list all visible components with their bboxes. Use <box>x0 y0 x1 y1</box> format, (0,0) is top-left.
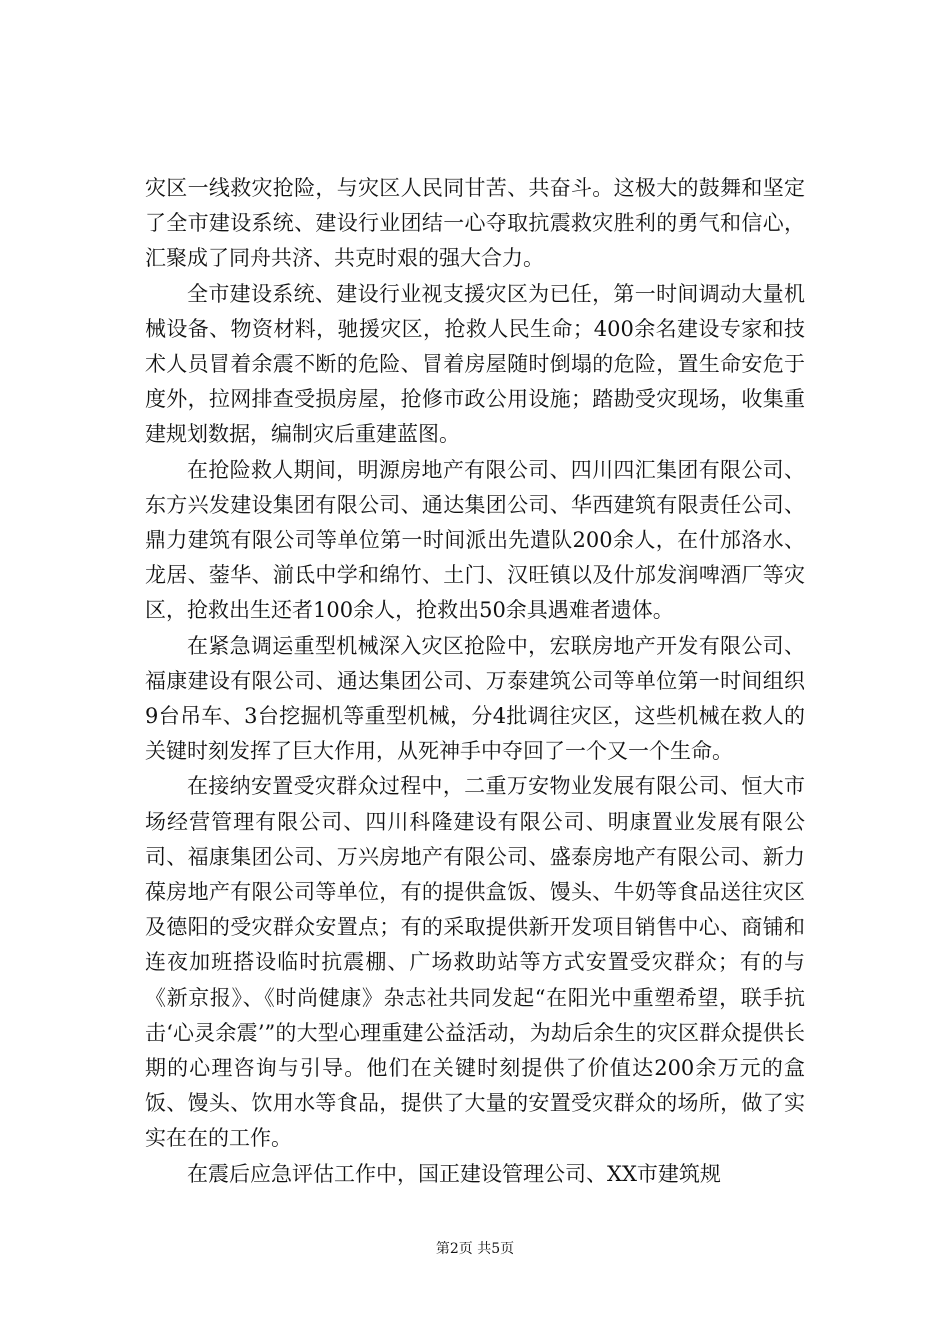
page-number-footer: 第2页 共5页 <box>435 1241 515 1257</box>
paragraph-assessment: 在震后应急评估工作中，国正建设管理公司、XX市建筑规 <box>187 1161 721 1186</box>
paragraph-rescue-period: 在抢险救人期间，明源房地产有限公司、四川四汇集团有限公司、东方兴发建设集团有限公司、通达集团公司、华西建筑有限责任公司、鼎力建筑有限公司等单位第一时间派出先遣队200余人，在什邡洛水、龙居、蓥华、湔氐中学和绵竹、土门、汉旺镇以及什邡发润啤酒厂等灾区，抢救出生还者100余人，抢救出50余具遇难者遗体。 <box>145 457 805 623</box>
document-body <box>145 171 805 1192</box>
paragraph-continuation: 灾区一线救灾抢险，与灾区人民同甘苦、共奋斗。这极大的鼓舞和坚定了全市建设系统、建设行业团结一心夺取抗震救灾胜利的勇气和信心，汇聚成了同舟共济、共克时艰的强大合力。 <box>145 176 805 271</box>
paragraph-construction-support: 全市建设系统、建设行业视支援灾区为已任，第一时间调动大量机械设备、物资材料，驰援灾区，抢救人民生命；400余名建设专家和技术人员冒着余震不断的危险、冒着房屋随时倒塌的危险，置生命安危于度外，拉网排查受损房屋，抢修市政公用设施；踏勘受灾现场，收集重建规划数据，编制灾后重建蓝图。 <box>145 281 805 447</box>
paragraph-heavy-machinery: 在紧急调运重型机械深入灾区抢险中，宏联房地产开发有限公司、福康建设有限公司、通达集团公司、万泰建筑公司等单位第一时间组织9台吊车、3台挖掘机等重型机械，分4批调往灾区，这些机械在救人的关键时刻发挥了巨大作用，从死神手中夺回了一个又一个生命。 <box>145 633 805 764</box>
paragraph-resettlement: 在接纳安置受灾群众过程中，二重万安物业发展有限公司、恒大市场经营管理有限公司、四川科隆建设有限公司、明康置业发展有限公司、福康集团公司、万兴房地产有限公司、盛泰房地产有限公司、新力葆房地产有限公司等单位，有的提供盒饭、馒头、牛奶等食品送往灾区及德阳的受灾群众安置点；有的采取提供新开发项目销售中心、商铺和连夜加班搭设临时抗震棚、广场救助站等方式安置受灾群众；有的与《新京报》、《时尚健康》杂志社共同发起“在阳光中重塑希望，联手抗击‘心灵余震’”的大型心理重建公益活动，为劫后余生的灾区群众提供长期的心理咨询与引导。他们在关键时刻提供了价值达200余万元的盒饭、馒头、饮用水等食品，提供了大量的安置受灾群众的场所，做了实实在在的工作。 <box>145 774 805 1151</box>
